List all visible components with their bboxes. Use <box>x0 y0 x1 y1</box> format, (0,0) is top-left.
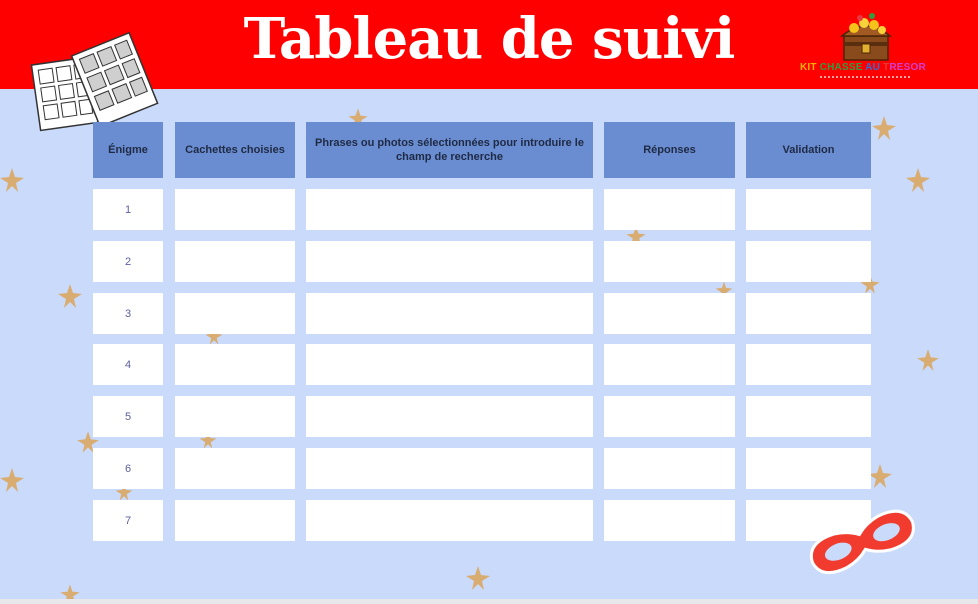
table-cell-validation[interactable] <box>746 241 871 282</box>
star-icon <box>0 168 24 192</box>
table-cell-validation[interactable] <box>746 189 871 230</box>
table-cell-cachettes[interactable] <box>175 396 295 437</box>
table-cell-cachettes[interactable] <box>175 344 295 385</box>
table-cell-reponses[interactable] <box>604 241 735 282</box>
brand-logo <box>800 10 924 82</box>
table-cell-phrases[interactable] <box>306 189 593 230</box>
row-number: 6 <box>93 448 163 489</box>
row-number: 7 <box>93 500 163 541</box>
table-cell-cachettes[interactable] <box>175 500 295 541</box>
table-cell-cachettes[interactable] <box>175 448 295 489</box>
table-cell-validation[interactable] <box>746 344 871 385</box>
logo-text-part: AU <box>865 62 883 73</box>
treasure-chest-icon <box>800 10 924 62</box>
row-number: 2 <box>93 241 163 282</box>
logo-text <box>800 62 924 73</box>
logo-text-part: T <box>883 62 890 73</box>
table-cell-reponses[interactable] <box>604 344 735 385</box>
logo-text-part: KIT <box>800 62 820 73</box>
table-cell-phrases[interactable] <box>306 241 593 282</box>
column-header-reponses: Réponses <box>604 122 735 178</box>
table-cell-phrases[interactable] <box>306 293 593 334</box>
star-icon <box>58 284 82 308</box>
star-icon <box>917 349 939 371</box>
star-icon <box>0 468 24 492</box>
table-cell-phrases[interactable] <box>306 500 593 541</box>
table-cell-validation[interactable] <box>746 396 871 437</box>
table-cell-validation[interactable] <box>746 448 871 489</box>
page-title: Tableau de suivi <box>243 6 735 72</box>
table-cell-cachettes[interactable] <box>175 241 295 282</box>
table-cell-reponses[interactable] <box>604 500 735 541</box>
logo-dots <box>820 76 910 80</box>
table-cell-cachettes[interactable] <box>175 189 295 230</box>
column-header-phrases: Phrases ou photos sélectionnées pour introduire le champ de recherche <box>306 122 593 178</box>
star-icon <box>872 116 896 140</box>
table-cell-phrases[interactable] <box>306 344 593 385</box>
row-number: 1 <box>93 189 163 230</box>
row-number: 5 <box>93 396 163 437</box>
logo-text-part: RESOR <box>889 62 926 73</box>
column-header-cachettes: Cachettes choisies <box>175 122 295 178</box>
eye-mask-icon <box>800 500 925 582</box>
table-cell-cachettes[interactable] <box>175 293 295 334</box>
table-cell-phrases[interactable] <box>306 448 593 489</box>
logo-text-part: CHASSE <box>819 62 866 73</box>
star-icon <box>466 566 490 590</box>
table-cell-reponses[interactable] <box>604 448 735 489</box>
star-icon <box>868 464 892 488</box>
bottom-bar <box>0 599 978 604</box>
row-number: 4 <box>93 344 163 385</box>
table-cell-reponses[interactable] <box>604 396 735 437</box>
row-number: 3 <box>93 293 163 334</box>
star-icon <box>906 168 930 192</box>
table-cell-reponses[interactable] <box>604 293 735 334</box>
table-cell-validation[interactable] <box>746 293 871 334</box>
column-header-validation: Validation <box>746 122 871 178</box>
table-cell-reponses[interactable] <box>604 189 735 230</box>
table-cell-phrases[interactable] <box>306 396 593 437</box>
column-header-enigme: Énigme <box>93 122 163 178</box>
